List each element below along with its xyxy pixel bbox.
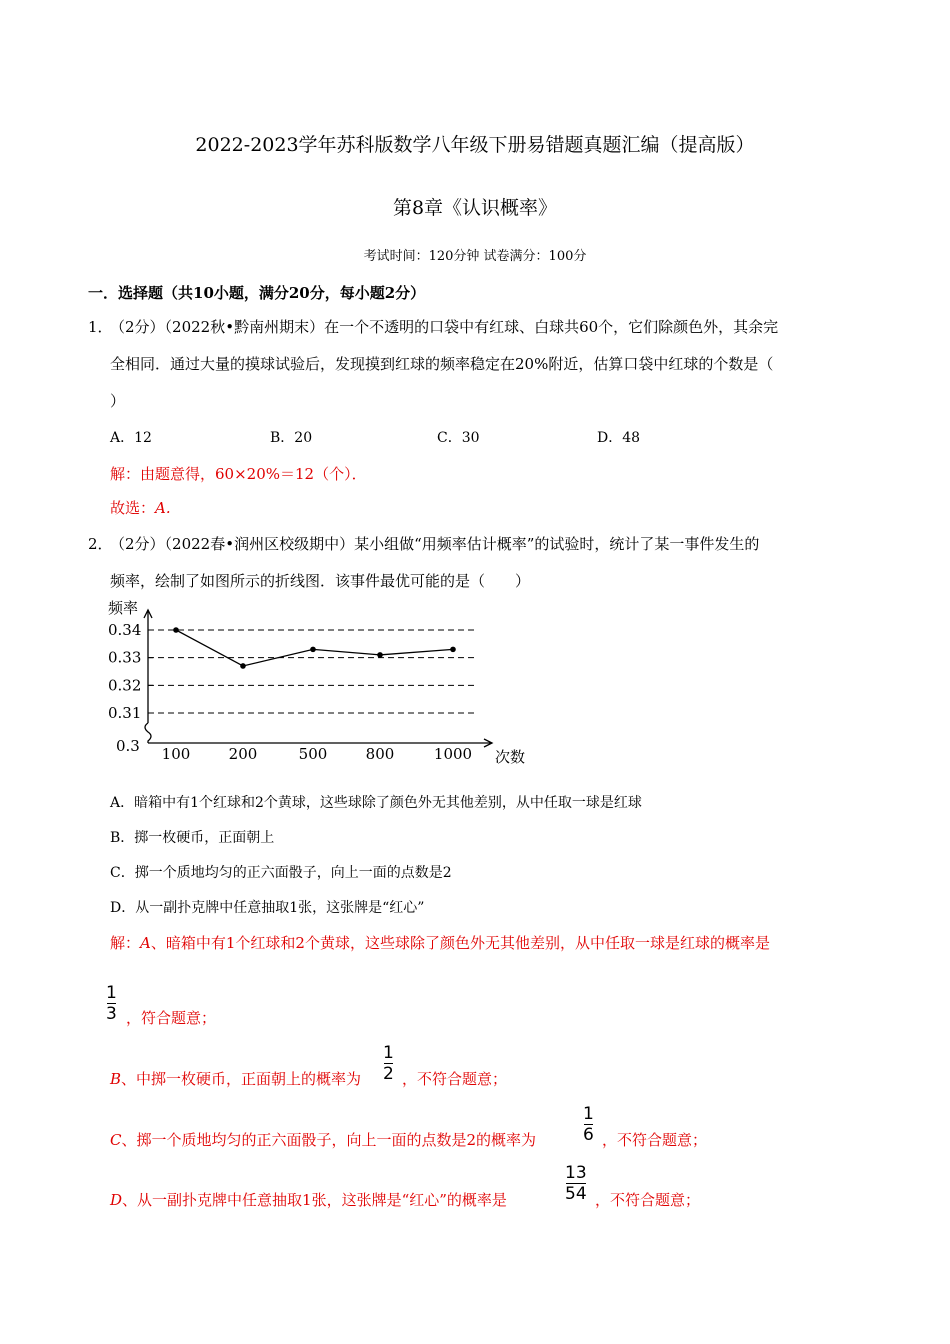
q1-solution: 解：由题意得，60×20%＝12（个）． xyxy=(110,465,367,483)
y-origin-label: 0.3 xyxy=(116,737,140,755)
data-point xyxy=(240,663,246,669)
y-tick-label: 0.32 xyxy=(108,676,142,695)
q2-stem-line2: 频率，绘制了如图所示的折线图．该事件最优可能的是（ ） xyxy=(110,572,531,590)
q1-stem-line3: ） xyxy=(110,392,126,410)
axis-break xyxy=(145,723,151,743)
q2-solution-b: B、中掷一枚硬币，正面朝上的概率为 xyxy=(110,1070,362,1088)
q2-solution-a-end: ，符合题意； xyxy=(126,1009,217,1027)
q2-solution-b-end: ，不符合题意； xyxy=(402,1070,508,1088)
q1-number: 1． xyxy=(88,318,113,336)
q2-stem-line1: （2分）（2022春•润州区校级期中）某小组做“用频率估计概率”的试验时，统计了某一事件发生的 xyxy=(110,535,760,553)
data-point xyxy=(450,647,456,653)
fraction-one-sixth: 1 6 xyxy=(583,1104,594,1145)
data-point xyxy=(173,627,179,633)
data-point xyxy=(377,652,383,658)
data-point xyxy=(310,647,316,653)
x-tick-label: 100 xyxy=(161,745,191,763)
fraction-one-half: 1 2 xyxy=(383,1043,394,1084)
x-tick-label: 1000 xyxy=(433,745,473,763)
fraction-thirteen-fiftyfourths: 13 54 xyxy=(565,1163,587,1204)
q1-stem-line2: 全相同．通过大量的摸球试验后，发现摸到红球的频率稳定在20%附近，估算口袋中红球的个数是（ xyxy=(110,355,774,373)
q2-solution-c: C、掷一个质地均匀的正六面骰子，向上一面的点数是2的概率为 xyxy=(110,1131,537,1149)
fraction-one-third: 1 3 xyxy=(106,983,117,1024)
y-tick-label: 0.34 xyxy=(108,621,142,639)
q1-option-b: B．20 xyxy=(270,430,313,446)
section-heading: 一．选择题（共10小题，满分20分，每小题2分） xyxy=(88,284,426,302)
exam-info: 考试时间：120分钟 试卷满分：100分 xyxy=(363,249,587,264)
q2-solution-c-end: ，不符合题意； xyxy=(602,1131,708,1149)
q2-option-c: C．掷一个质地均匀的正六面骰子，向上一面的点数是2 xyxy=(110,865,452,881)
q2-option-d: D．从一副扑克牌中任意抽取1张，这张牌是“红心” xyxy=(110,900,425,916)
q1-option-d: D．48 xyxy=(597,430,641,446)
x-tick-label: 800 xyxy=(365,745,395,763)
q1-stem-line1: （2分）（2022秋•黔南州期末）在一个不透明的口袋中有红球、白球共60个，它们除颜色外，其余完 xyxy=(110,318,779,336)
q1-answer: 故选：A. xyxy=(110,499,171,517)
chapter-title: 第8章《认识概率》 xyxy=(392,197,558,219)
q2-solution-d-end: ，不符合题意； xyxy=(595,1191,701,1209)
x-tick-label: 200 xyxy=(228,745,258,763)
q1-option-a: A．12 xyxy=(110,430,152,446)
document-title: 2022-2023学年苏科版数学八年级下册易错题真题汇编（提高版） xyxy=(195,134,755,156)
q1-option-c: C．30 xyxy=(437,430,480,446)
q2-solution-d: D、从一副扑克牌中任意抽取1张，这张牌是“红心”的概率是 xyxy=(110,1191,507,1209)
q2-option-a: A．暗箱中有1个红球和2个黄球，这些球除了颜色外无其他差别，从中任取一球是红球 xyxy=(110,795,642,811)
y-tick-label: 0.33 xyxy=(108,648,142,667)
frequency-line-chart xyxy=(100,595,540,775)
q2-number: 2． xyxy=(88,535,113,553)
q2-option-b: B．掷一枚硬币，正面朝上 xyxy=(110,830,275,846)
y-axis-label: 频率 xyxy=(108,599,139,617)
x-tick-label: 500 xyxy=(298,745,328,763)
x-axis-label: 次数 xyxy=(495,748,526,766)
q2-solution-a: 解：A、暗箱中有1个红球和2个黄球，这些球除了颜色外无其他差别，从中任取一球是红球的概率是 xyxy=(110,934,770,952)
y-tick-label: 0.31 xyxy=(108,704,142,723)
